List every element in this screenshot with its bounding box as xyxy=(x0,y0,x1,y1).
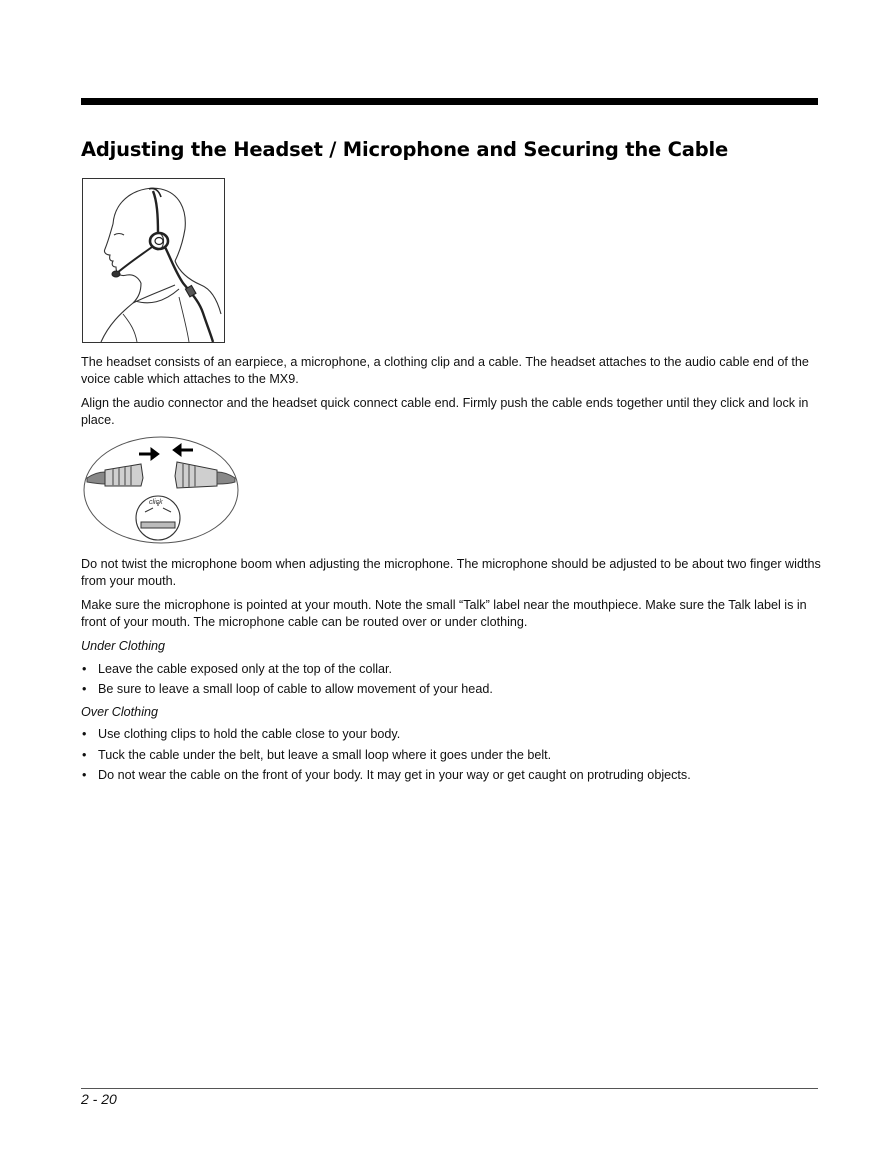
header-rule xyxy=(81,98,818,105)
list-item: • Be sure to leave a small loop of cable to allow movement of your head. xyxy=(81,681,821,698)
list-item: • Tuck the cable under the belt, but leave a small loop where it goes under the belt. xyxy=(81,747,821,764)
click-label: click xyxy=(149,499,163,506)
intro-text xyxy=(81,354,821,436)
list-item: • Do not wear the cable on the front of your body. It may get in your way or get caught on protruding objects. xyxy=(81,767,821,784)
over-clothing-list xyxy=(81,726,821,784)
list-item: • Leave the cable exposed only at the top of the collar. xyxy=(81,661,821,678)
paragraph-headset-description: The headset consists of an earpiece, a microphone, a clothing clip and a cable. The headset attaches to the audio cable end of the voice cable which attaches to the MX9. xyxy=(81,355,809,386)
list-item: • Use clothing clips to hold the cable close to your body. xyxy=(81,726,821,743)
paragraph-align-connector: Align the audio connector and the headset quick connect cable end. Firmly push the cable ends together until they click and lock in place. xyxy=(81,396,809,427)
over-clothing-heading: Over Clothing xyxy=(81,704,158,719)
headset-illustration xyxy=(82,178,225,343)
connector-illustration xyxy=(83,436,239,544)
paragraph-talk-label: Make sure the microphone is pointed at your mouth. Note the small “Talk” label near the mouthpiece. Make sure the Talk label is in front of your mouth. The microphone cable can be routed over or under clothing. xyxy=(81,598,807,629)
footer-rule xyxy=(81,1088,818,1089)
paragraph-microphone-boom: Do not twist the microphone boom when adjusting the microphone. The microphone should be adjusted to be about two finger widths from your mouth. xyxy=(81,557,821,588)
under-clothing-list xyxy=(81,661,821,698)
page-number: 2 - 20 xyxy=(81,1091,117,1107)
page-title: Adjusting the Headset / Microphone and Securing the Cable xyxy=(81,138,728,161)
instructions-text xyxy=(81,556,821,790)
under-clothing-heading: Under Clothing xyxy=(81,639,166,653)
